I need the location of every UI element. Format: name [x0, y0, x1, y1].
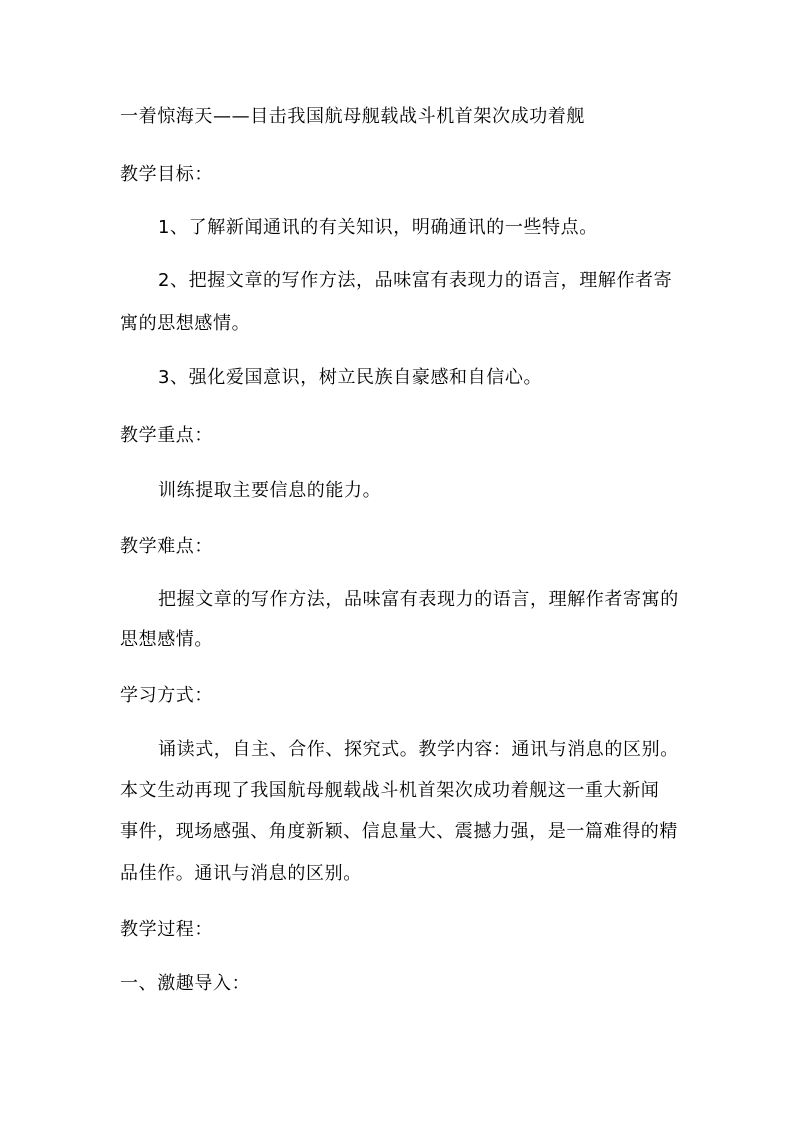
- learning-method-line-1: 诵读式，自主、合作、探究式。教学内容：通讯与消息的区别。: [158, 739, 679, 760]
- difficulties-body-line-2: 思想感情。: [120, 629, 213, 650]
- learning-method-line-3: 事件，现场感强、角度新颖、信息量大、震撼力强，是一篇难得的精: [120, 821, 678, 842]
- heading-key-points: 教学重点：: [120, 425, 213, 446]
- heading-teaching-process: 教学过程：: [120, 919, 213, 940]
- goal-item-1: 1、了解新闻通讯的有关知识，明确通讯的一些特点。: [158, 217, 598, 238]
- difficulties-body-line-1: 把握文章的写作方法，品味富有表现力的语言，理解作者寄寓的: [158, 589, 679, 610]
- heading-difficulties: 教学难点：: [120, 536, 213, 557]
- goal-item-2-line-1: 2、把握文章的写作方法，品味富有表现力的语言，理解作者寄: [158, 270, 673, 291]
- goal-item-2-line-2: 寓的思想感情。: [120, 313, 251, 334]
- learning-method-line-2: 本文生动再现了我国航母舰载战斗机首架次成功着舰这一重大新闻: [120, 780, 660, 801]
- document-title: 一着惊海天——目击我国航母舰载战斗机首架次成功着舰: [120, 106, 585, 127]
- heading-introduction: 一、激趣导入：: [120, 973, 251, 994]
- heading-learning-method: 学习方式：: [120, 685, 213, 706]
- heading-teaching-goals: 教学目标：: [120, 164, 213, 185]
- learning-method-line-4: 品佳作。通讯与消息的区别。: [120, 863, 362, 884]
- key-points-body: 训练提取主要信息的能力。: [158, 480, 382, 501]
- goal-item-3: 3、强化爱国意识，树立民族自豪感和自信心。: [158, 367, 543, 388]
